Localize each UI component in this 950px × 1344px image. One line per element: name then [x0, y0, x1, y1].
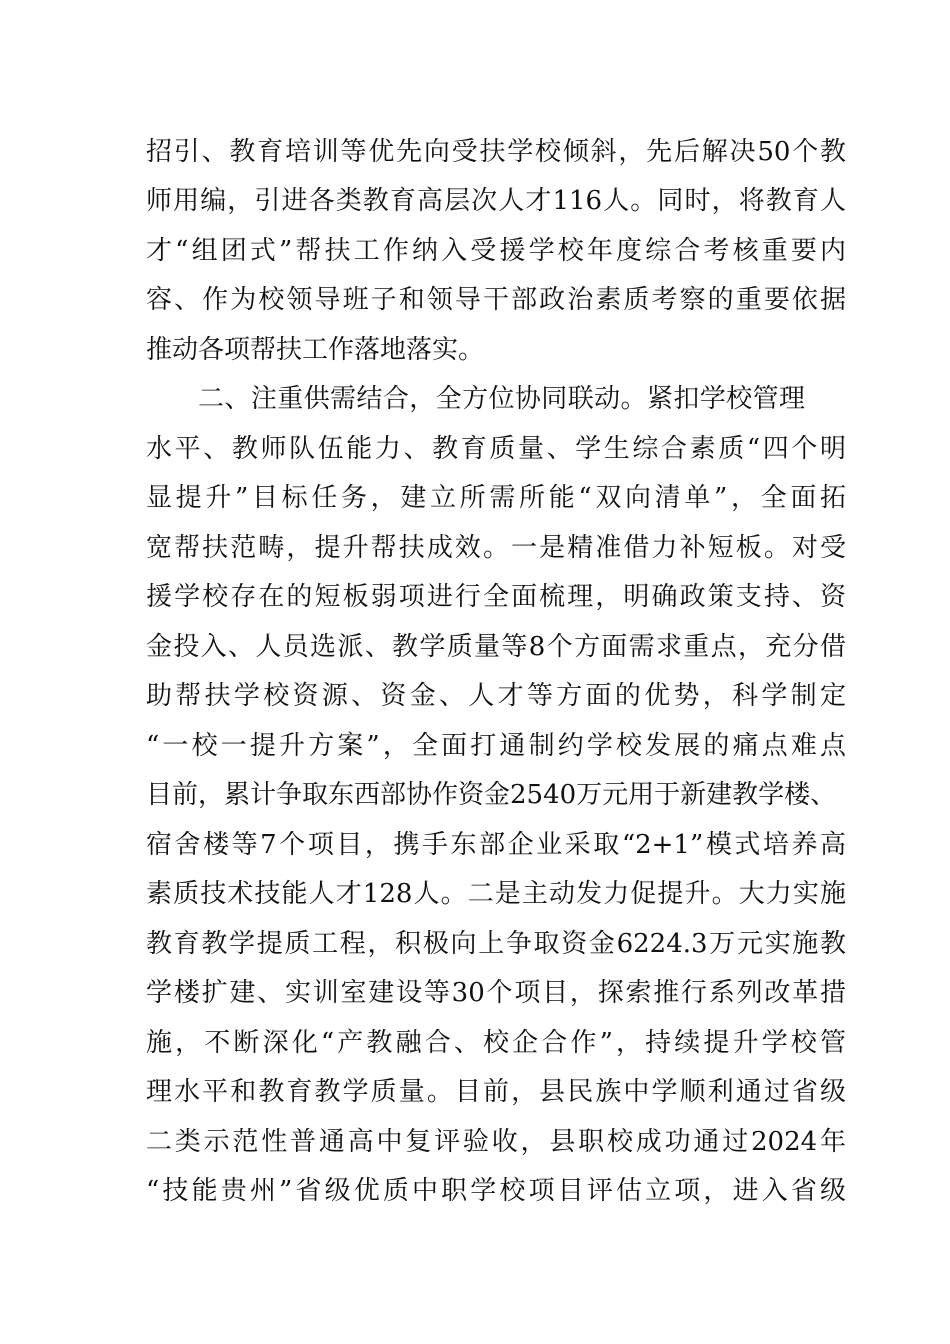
- paragraph-heading-line: 二、注重供需结合，全方位协同联动。紧扣学校管理: [198, 384, 805, 414]
- text-line: 显提升”目标任务，建立所需所能“双向清单”，全面拓: [146, 483, 846, 513]
- text-line: 招引、教育培训等优先向受扶学校倾斜，先后解决50个教: [146, 137, 846, 167]
- text-line: 推动各项帮扶工作落地落实。: [146, 335, 485, 365]
- text-line: 师用编，引进各类教育高层次人才116人。同时，将教育人: [146, 186, 846, 216]
- text-line: 施，不断深化“产教融合、校企合作”，持续提升学校管: [146, 1028, 846, 1058]
- text-line: 素质技术技能人才128人。二是主动发力促提升。大力实施: [146, 879, 846, 909]
- text-line: “技能贵州”省级优质中职学校项目评估立项，进入省级: [146, 1176, 846, 1206]
- text-line: “一校一提升方案”，全面打通制约学校发展的痛点难点: [146, 731, 846, 761]
- text-line: 学楼扩建、实训室建设等30个项目，探索推行系列改革措: [146, 978, 846, 1008]
- text-line: 目前，累计争取东西部协作资金2540万元用于新建教学楼、: [146, 780, 837, 810]
- text-line: 二类示范性普通高中复评验收，县职校成功通过2024年: [146, 1127, 846, 1157]
- text-line: 宽帮扶范畴，提升帮扶成效。一是精准借力补短板。对受: [146, 533, 846, 563]
- text-line: 教育教学提质工程，积极向上争取资金6224.3万元实施教: [146, 929, 846, 959]
- text-line: 容、作为校领导班子和领导干部政治素质考察的重要依据: [146, 285, 846, 315]
- text-line: 助帮扶学校资源、资金、人才等方面的优势，科学制定: [146, 681, 846, 711]
- text-line: 金投入、人员选派、教学质量等8个方面需求重点，充分借: [146, 632, 846, 662]
- text-line: 水平、教师队伍能力、教育质量、学生综合素质“四个明: [146, 434, 846, 464]
- text-line: 理水平和教育教学质量。目前，县民族中学顺利通过省级: [146, 1077, 846, 1107]
- text-line: 援学校存在的短板弱项进行全面梳理，明确政策支持、资: [146, 582, 846, 612]
- text-line: 宿舍楼等7个项目，携手东部企业采取“2+1”模式培养高: [146, 830, 846, 860]
- text-line: 才“组团式”帮扶工作纳入受援学校年度综合考核重要内: [146, 236, 846, 266]
